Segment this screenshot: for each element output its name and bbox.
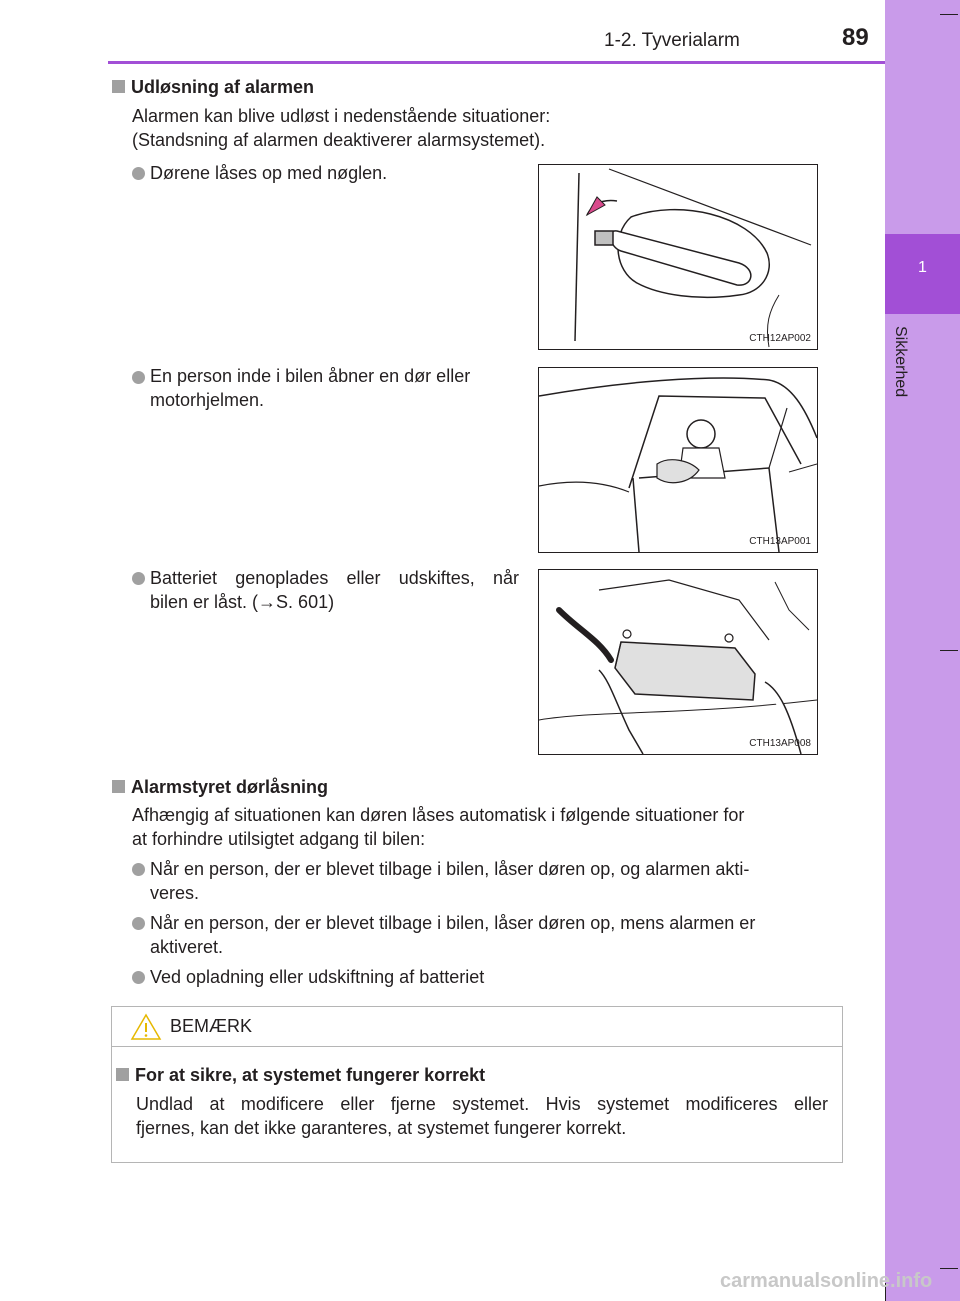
intro-line: Afhængig af situationen kan døren låses automatisk i følgende situationer for: [132, 805, 745, 825]
intro-line: (Standsning af alarmen deaktiverer alarmsystemet).: [132, 130, 546, 150]
round-bullet-icon: [132, 971, 145, 984]
crop-mark: [940, 1268, 958, 1269]
notice-title: BEMÆRK: [170, 1016, 253, 1036]
square-bullet-icon: [112, 80, 125, 93]
list-item-text: aktiveret.: [150, 937, 224, 957]
list-item: [150, 364, 520, 412]
notice-heading: [116, 1065, 485, 1086]
list-item-text: En person inde i bilen åbner en dør eller: [150, 366, 471, 386]
square-bullet-icon: [112, 780, 125, 793]
figure-person-door: [538, 367, 818, 553]
round-bullet-icon: [132, 917, 145, 930]
list-item-text: Dørene låses op med nøglen.: [150, 163, 388, 183]
notice-box: [111, 1006, 843, 1163]
list-item-text: motorhjelmen.: [150, 390, 265, 410]
battery-illustration: [539, 570, 817, 754]
notice-heading-text: For at sikre, at systemet fungerer korrekt: [135, 1065, 486, 1085]
door-key-illustration: [539, 165, 817, 349]
notice-body-line: fjernes, kan det ikke garanteres, at systemet fungerer korrekt.: [136, 1118, 627, 1138]
warning-triangle-icon: [130, 1013, 162, 1041]
figure-code: CTH13AP001: [749, 536, 811, 547]
section-heading-text: Udløsning af alarmen: [131, 77, 315, 97]
watermark: carmanualsonline.info: [720, 1270, 933, 1292]
list-item-text: Batteriet genoplades eller udskiftes, når: [150, 568, 519, 588]
round-bullet-icon: [132, 167, 145, 180]
list-item: [150, 161, 520, 185]
figure-code: CTH12AP002: [749, 333, 811, 344]
list-item-text: Når en person, der er blevet tilbage i bilen, låser døren op, og alarmen akti-: [150, 859, 750, 879]
figure-code: CTH13AP008: [749, 738, 811, 749]
figure-door-key: [538, 164, 818, 350]
header-divider: [108, 61, 885, 64]
person-door-illustration: [539, 368, 817, 552]
intro-line: at forhindre utilsigtet adgang til bilen:: [132, 829, 426, 849]
list-item: [150, 857, 850, 905]
list-item: [150, 566, 519, 614]
section-title: 1-2. Tyverialarm: [604, 30, 740, 51]
round-bullet-icon: [132, 572, 145, 585]
chapter-number: 1: [918, 259, 927, 276]
list-item-text: veres.: [150, 883, 200, 903]
notice-divider: [112, 1046, 842, 1047]
chapter-label: Sikkerhed: [892, 326, 909, 398]
crop-mark: [940, 650, 958, 651]
section-heading: [112, 777, 328, 798]
intro-paragraph: [132, 803, 744, 851]
section-heading: [112, 77, 314, 98]
section-heading-text: Alarmstyret dørlåsning: [131, 777, 329, 797]
intro-line: Alarmen kan blive udløst i nedenstående situationer:: [132, 106, 551, 126]
notice-body: [136, 1092, 828, 1140]
round-bullet-icon: [132, 863, 145, 876]
figure-battery: [538, 569, 818, 755]
list-item-text: Når en person, der er blevet tilbage i bilen, låser døren op, mens alarmen er: [150, 913, 756, 933]
round-bullet-icon: [132, 371, 145, 384]
intro-paragraph: [132, 104, 550, 152]
notice-body-line: Undlad at modificere eller fjerne systemet. Hvis systemet modificeres eller: [136, 1094, 828, 1114]
page-number: 89: [842, 24, 869, 51]
list-item-text: Ved opladning eller udskiftning af batteriet: [150, 967, 485, 987]
list-item: [150, 965, 850, 989]
square-bullet-icon: [116, 1068, 129, 1081]
list-item-text: bilen er låst. (→S. 601): [150, 592, 335, 612]
list-item: [150, 911, 850, 959]
crop-mark: [940, 14, 958, 15]
